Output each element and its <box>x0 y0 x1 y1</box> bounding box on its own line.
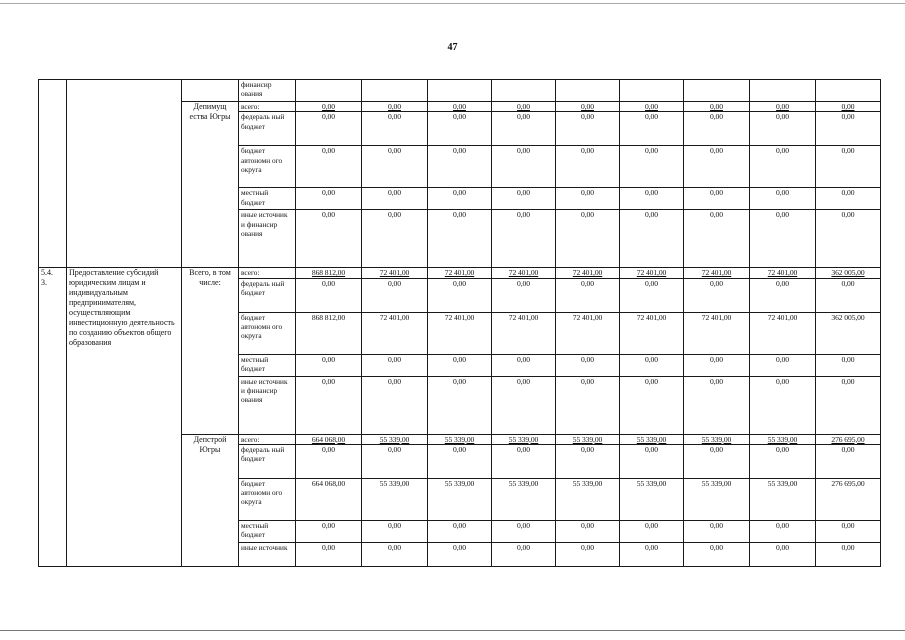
value-cell: 55 339,00 <box>492 478 556 520</box>
value-cell: 0,00 <box>750 210 816 268</box>
value-cell <box>362 80 428 102</box>
value-cell: 0,00 <box>362 146 428 188</box>
value-cell <box>816 80 881 102</box>
measure-title: Предоставление субсидий юридическим лицам и индивидуальным предпринимателям, осуществляющим инвестиционную деятельность по созданию объектов общего образования <box>67 268 182 567</box>
funding-source: иные источник и финансир ования <box>239 376 296 434</box>
value-cell: 0,00 <box>492 102 556 112</box>
value-cell: 0,00 <box>556 542 620 566</box>
table-row <box>39 268 881 278</box>
value-cell: 276 695,00 <box>816 478 881 520</box>
value-cell: 0,00 <box>492 542 556 566</box>
value-cell: 0,00 <box>296 278 362 312</box>
value-cell: 72 401,00 <box>492 312 556 354</box>
value-cell: 0,00 <box>556 210 620 268</box>
value-cell: 0,00 <box>684 210 750 268</box>
value-cell: 0,00 <box>684 102 750 112</box>
value-cell: 0,00 <box>428 520 492 542</box>
value-cell: 0,00 <box>750 354 816 376</box>
value-cell: 55 339,00 <box>556 434 620 444</box>
organization-cell: Всего, в том числе: <box>182 268 239 434</box>
value-cell: 362 005,00 <box>816 312 881 354</box>
value-cell: 0,00 <box>816 210 881 268</box>
measure-number: 5.4. 3. <box>39 268 67 567</box>
value-cell: 0,00 <box>296 112 362 146</box>
value-cell: 0,00 <box>428 542 492 566</box>
value-cell: 0,00 <box>620 376 684 434</box>
value-cell: 72 401,00 <box>492 268 556 278</box>
page-number: 47 <box>447 42 458 53</box>
value-cell: 0,00 <box>620 444 684 478</box>
value-cell: 0,00 <box>492 188 556 210</box>
value-cell: 0,00 <box>428 146 492 188</box>
value-cell: 0,00 <box>750 444 816 478</box>
value-cell <box>428 80 492 102</box>
value-cell: 0,00 <box>684 188 750 210</box>
funding-source: бюджет автономн ого округа <box>239 478 296 520</box>
value-cell: 0,00 <box>362 278 428 312</box>
value-cell: 0,00 <box>556 278 620 312</box>
budget-table <box>38 79 881 567</box>
value-cell: 0,00 <box>428 102 492 112</box>
funding-source: всего: <box>239 268 296 278</box>
value-cell: 0,00 <box>428 278 492 312</box>
value-cell: 0,00 <box>362 210 428 268</box>
value-cell: 276 695,00 <box>816 434 881 444</box>
value-cell: 55 339,00 <box>620 434 684 444</box>
value-cell: 0,00 <box>684 444 750 478</box>
value-cell: 0,00 <box>684 520 750 542</box>
value-cell: 0,00 <box>296 188 362 210</box>
value-cell: 55 339,00 <box>684 434 750 444</box>
value-cell: 0,00 <box>684 112 750 146</box>
value-cell: 0,00 <box>750 376 816 434</box>
value-cell: 0,00 <box>492 354 556 376</box>
value-cell: 0,00 <box>620 146 684 188</box>
value-cell: 0,00 <box>556 146 620 188</box>
funding-source: всего: <box>239 434 296 444</box>
value-cell: 0,00 <box>750 146 816 188</box>
value-cell: 0,00 <box>296 520 362 542</box>
organization-cell <box>182 80 239 102</box>
table-body <box>39 80 881 567</box>
value-cell: 0,00 <box>362 444 428 478</box>
value-cell: 0,00 <box>816 376 881 434</box>
value-cell: 0,00 <box>620 112 684 146</box>
value-cell: 55 339,00 <box>750 478 816 520</box>
value-cell: 0,00 <box>816 354 881 376</box>
value-cell: 0,00 <box>684 542 750 566</box>
value-cell: 0,00 <box>556 354 620 376</box>
value-cell: 72 401,00 <box>750 312 816 354</box>
value-cell: 0,00 <box>684 376 750 434</box>
value-cell: 0,00 <box>362 102 428 112</box>
value-cell: 0,00 <box>816 102 881 112</box>
value-cell: 0,00 <box>750 278 816 312</box>
value-cell: 0,00 <box>296 542 362 566</box>
value-cell: 0,00 <box>816 542 881 566</box>
value-cell: 55 339,00 <box>362 434 428 444</box>
value-cell: 868 812,00 <box>296 312 362 354</box>
organization-cell: Депстрой Югры <box>182 434 239 566</box>
value-cell: 72 401,00 <box>684 312 750 354</box>
value-cell <box>296 80 362 102</box>
value-cell <box>750 80 816 102</box>
value-cell: 55 339,00 <box>684 478 750 520</box>
funding-source: местный бюджет <box>239 520 296 542</box>
scan-edge-top <box>0 3 905 4</box>
value-cell: 0,00 <box>816 188 881 210</box>
prev-number-cell <box>39 80 67 268</box>
value-cell: 0,00 <box>620 102 684 112</box>
value-cell: 55 339,00 <box>750 434 816 444</box>
value-cell: 0,00 <box>362 376 428 434</box>
funding-source: иные источник <box>239 542 296 566</box>
value-cell: 0,00 <box>620 278 684 312</box>
value-cell: 0,00 <box>556 102 620 112</box>
funding-source: местный бюджет <box>239 354 296 376</box>
value-cell: 0,00 <box>362 354 428 376</box>
value-cell: 0,00 <box>750 102 816 112</box>
table-row <box>39 80 881 102</box>
value-cell: 0,00 <box>492 112 556 146</box>
value-cell: 0,00 <box>296 376 362 434</box>
value-cell <box>492 80 556 102</box>
value-cell: 0,00 <box>750 188 816 210</box>
value-cell: 72 401,00 <box>556 268 620 278</box>
value-cell: 55 339,00 <box>492 434 556 444</box>
value-cell: 0,00 <box>428 188 492 210</box>
funding-source: местный бюджет <box>239 188 296 210</box>
value-cell: 362 005,00 <box>816 268 881 278</box>
value-cell: 0,00 <box>296 102 362 112</box>
value-cell: 55 339,00 <box>428 478 492 520</box>
value-cell: 0,00 <box>428 112 492 146</box>
funding-source: иные источник и финансир ования <box>239 210 296 268</box>
value-cell: 0,00 <box>492 146 556 188</box>
funding-source: финансир ования <box>239 80 296 102</box>
value-cell: 664 068,00 <box>296 434 362 444</box>
value-cell: 0,00 <box>428 354 492 376</box>
value-cell: 0,00 <box>620 542 684 566</box>
value-cell: 72 401,00 <box>750 268 816 278</box>
value-cell: 72 401,00 <box>684 268 750 278</box>
value-cell: 0,00 <box>428 210 492 268</box>
value-cell <box>684 80 750 102</box>
value-cell: 0,00 <box>620 188 684 210</box>
value-cell: 0,00 <box>296 354 362 376</box>
funding-source: бюджет автономн ого округа <box>239 312 296 354</box>
value-cell: 0,00 <box>428 376 492 434</box>
value-cell: 0,00 <box>556 520 620 542</box>
value-cell: 0,00 <box>620 354 684 376</box>
value-cell: 0,00 <box>296 444 362 478</box>
value-cell: 0,00 <box>816 278 881 312</box>
value-cell: 72 401,00 <box>362 312 428 354</box>
value-cell: 664 068,00 <box>296 478 362 520</box>
value-cell: 0,00 <box>620 210 684 268</box>
value-cell: 0,00 <box>750 520 816 542</box>
value-cell: 55 339,00 <box>556 478 620 520</box>
funding-source: федераль ный бюджет <box>239 112 296 146</box>
value-cell <box>620 80 684 102</box>
funding-source: федераль ный бюджет <box>239 278 296 312</box>
value-cell: 55 339,00 <box>428 434 492 444</box>
scan-edge-bottom <box>0 630 905 631</box>
value-cell: 0,00 <box>296 210 362 268</box>
value-cell: 0,00 <box>492 210 556 268</box>
value-cell: 0,00 <box>428 444 492 478</box>
value-cell: 0,00 <box>362 188 428 210</box>
value-cell: 0,00 <box>492 376 556 434</box>
funding-source: федераль ный бюджет <box>239 444 296 478</box>
value-cell: 0,00 <box>492 520 556 542</box>
funding-source: всего: <box>239 102 296 112</box>
value-cell: 0,00 <box>816 520 881 542</box>
value-cell: 72 401,00 <box>428 268 492 278</box>
value-cell: 72 401,00 <box>428 312 492 354</box>
value-cell: 0,00 <box>556 376 620 434</box>
value-cell: 72 401,00 <box>620 268 684 278</box>
value-cell <box>556 80 620 102</box>
value-cell: 0,00 <box>620 520 684 542</box>
organization-cell: Депимущ ества Югры <box>182 102 239 268</box>
value-cell: 0,00 <box>492 278 556 312</box>
value-cell: 0,00 <box>684 278 750 312</box>
value-cell: 0,00 <box>362 520 428 542</box>
value-cell: 0,00 <box>492 444 556 478</box>
value-cell: 0,00 <box>750 542 816 566</box>
value-cell: 55 339,00 <box>620 478 684 520</box>
value-cell: 0,00 <box>816 444 881 478</box>
value-cell: 0,00 <box>362 112 428 146</box>
value-cell: 72 401,00 <box>556 312 620 354</box>
value-cell: 0,00 <box>296 146 362 188</box>
value-cell: 0,00 <box>362 542 428 566</box>
value-cell: 0,00 <box>684 354 750 376</box>
prev-title-cell <box>67 80 182 268</box>
funding-source: бюджет автономн ого округа <box>239 146 296 188</box>
value-cell: 0,00 <box>816 112 881 146</box>
value-cell: 72 401,00 <box>362 268 428 278</box>
value-cell: 55 339,00 <box>362 478 428 520</box>
value-cell: 868 812,00 <box>296 268 362 278</box>
value-cell: 0,00 <box>750 112 816 146</box>
value-cell: 0,00 <box>556 112 620 146</box>
value-cell: 0,00 <box>684 146 750 188</box>
value-cell: 0,00 <box>556 444 620 478</box>
value-cell: 72 401,00 <box>620 312 684 354</box>
value-cell: 0,00 <box>556 188 620 210</box>
value-cell: 0,00 <box>816 146 881 188</box>
